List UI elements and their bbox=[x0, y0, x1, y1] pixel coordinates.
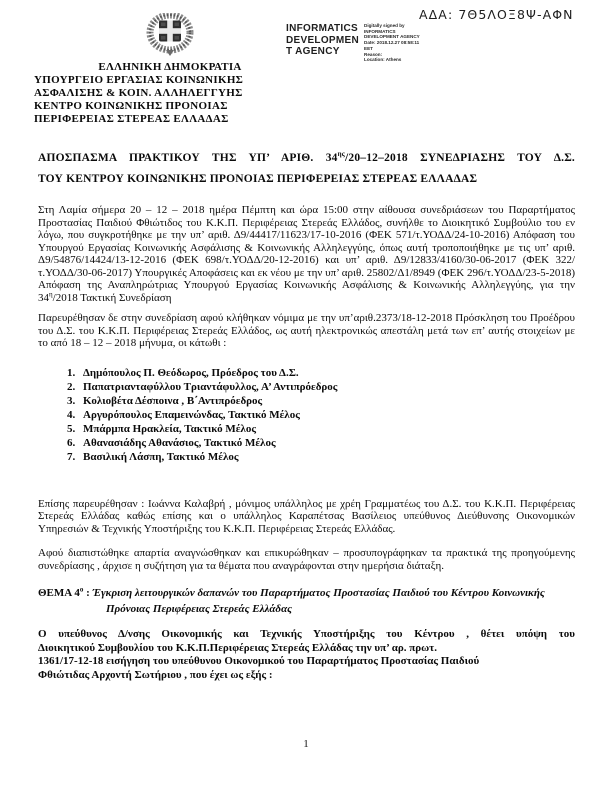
list-item bbox=[78, 394, 575, 408]
paragraph-line: Ο υπεύθυνος Δ/νσης Οικονομικής και Τεχνικής Υποστήριξης του Κέντρου , θέτει υπόψη του bbox=[38, 628, 575, 640]
paragraph-session-info bbox=[38, 204, 575, 304]
attendee-name: Αργυρόπουλος Επαμεινώνδας, Τακτικό Μέλος bbox=[83, 408, 300, 421]
title-superscript: ης bbox=[337, 150, 345, 159]
topic-heading bbox=[38, 585, 575, 617]
signature-agency-line: INFORMATICS bbox=[286, 23, 358, 34]
letterhead-line-region: ΠΕΡΙΦΕΡΕΙΑΣ ΣΤΕΡΕΑΣ ΕΛΛΑΔΑΣ bbox=[34, 113, 229, 125]
list-item bbox=[78, 422, 575, 436]
page-number: 1 bbox=[303, 738, 309, 750]
attendee-name: Αθανασιάδης Αθανάσιος, Τακτικό Μέλος bbox=[83, 436, 276, 449]
attendees-list bbox=[38, 366, 575, 464]
signature-agency-line: T AGENCY bbox=[286, 46, 340, 57]
topic-label-text: ΘΕΜΑ 4 bbox=[38, 587, 80, 599]
letterhead bbox=[34, 13, 306, 126]
signature-detail-line: DEVELOPMENT AGENCY bbox=[364, 34, 420, 40]
paragraph-text: /2018 Τακτική Συνεδρίαση bbox=[52, 291, 172, 304]
paragraph-line: 1361/17-12-18 εισήγηση του υπεύθυνου Οικονομικού του Παραρτήματος Προστασίας Παιδιού bbox=[38, 655, 480, 667]
signature-detail-line: Digitally signed by bbox=[364, 23, 405, 28]
paragraph-text: Στη Λαμία σήμερα 20 – 12 – 2018 ημέρα Πέμπτη και ώρα 15:00 στην αίθουσα συνεδριάσεων του Παραρτήματος Προστασίας Παιδιού Φθιώτιδος του Κ.Κ.Π. Περιφέρειας Στερεάς Ελλάδος, συνήλθε το Διοικητικό Συμβούλιο του εν λόγω, που συγκροτήθηκε με την υπ’ αριθ. Δ9/44417/11623/17-10-2016 (ΦΕΚ 571/τ.ΥΟΔΔ/24-10-2016) Απόφαση του Υπουργού Εργασίας Κοινωνικής Ασφάλισης & Κοινωνικής Αλληλεγγύης, όπως αυτή τροποποιήθηκε με τις υπ’ αριθ. Δ9/54876/14424/13-12-2016 (ΦΕΚ 698/τ.ΥΟΔΔ/20-12-2016) και υπ’ αριθ. Δ9/12833/4160/30-06-2017 (ΦΕΚ 322/τ.ΥΟΔΔ/30-06-2017) Υπουργικές Αποφάσεις και εκ νέου με την υπ’ αριθ. 25802/Δ1/8949 (ΦΕΚ 296/τ.ΥΟΔΔ/23-5-2018) Απόφαση της Αναπληρώτριας Υπουργού Εργασίας Κοινωνικής Ασφάλισης & Κοινωνικής Αλληλεγγύης, για την 34 bbox=[38, 204, 575, 304]
letterhead-line-center: ΚΕΝΤΡΟ ΚΟΙΝΩΝΙΚΗΣ ΠΡΟΝΟΙΑΣ bbox=[34, 100, 228, 112]
document-title bbox=[38, 148, 575, 190]
title-text: /20–12–2018 ΣΥΝΕΔΡΙΑΣΗΣ ΤΟΥ Δ.Σ. bbox=[344, 152, 575, 164]
signature-detail-line: Location: Athens bbox=[364, 57, 402, 63]
attendee-name: Βασιλική Λάσπη, Τακτικό Μέλος bbox=[83, 450, 239, 463]
paragraph-line: Φθιώτιδας Αρχοντή Σωτήριου , που έχει ως εξής : bbox=[38, 668, 273, 681]
paragraph-line: Διοικητικού Συμβουλίου του Κ.Κ.Π.Περιφέρειας Στερεάς Ελλάδας την υπ’ αρ. πρωτ. bbox=[38, 641, 437, 654]
signature-detail-line: EET bbox=[364, 45, 373, 51]
attendee-name: Παπατριανταφύλλου Τριαντάφυλλος, Α’ Αντιπρόεδρος bbox=[83, 380, 338, 393]
ada-code: ΑΔΑ: 7Θ5ΛΟΞ8Ψ-ΑΦΝ bbox=[419, 7, 574, 22]
signature-details bbox=[364, 23, 438, 63]
topic-label-colon: : bbox=[83, 587, 90, 599]
list-item bbox=[78, 436, 575, 450]
attendee-name: Δημόπουλος Π. Θεόδωρος, Πρόεδρος του Δ.Σ. bbox=[83, 366, 299, 379]
list-item bbox=[78, 366, 575, 380]
letterhead-line-ministry2: ΑΣΦΑΛΙΣΗΣ & ΚΟΙΝ. ΑΛΛΗΛΕΓΓΥΗΣ bbox=[34, 87, 243, 99]
letterhead-line-ministry: ΥΠΟΥΡΓΕΙΟ ΕΡΓΑΣΙΑΣ ΚΟΙΝΩΝΙΚΗΣ bbox=[34, 74, 244, 86]
signature-detail-line: Date: 2018.12.27 08:58:11 bbox=[364, 40, 420, 46]
topic-superscript: ο bbox=[79, 585, 84, 594]
greek-emblem-icon bbox=[146, 13, 194, 57]
topic-title: Έγκριση λειτουργικών δαπανών του Παραρτήματος Προστασίας Παιδιού του Κέντρου Κοινωνικής Πρόνοιας Περιφέρειας Στερεάς Ελλάδας bbox=[89, 587, 545, 615]
list-item bbox=[78, 450, 575, 464]
paragraph-convocation: Παρευρέθησαν δε στην συνεδρίαση αφού κλήθηκαν νόμιμα με την υπ’αριθ.2373/18-12-2018 Πρόσκληση του Προέδρου του Δ.Σ. του Κ.Κ.Π. Περιφέρειας Στερεάς Ελλάδος, ως αυτή ηλεκτρονικώς απεστάλη μετά των επ’ αυτής στοιχείων με το από 18 – 12 – 2018 μήνυμα, οι κάτωθι : bbox=[38, 312, 575, 349]
signature-detail-line: Reason: bbox=[364, 51, 383, 57]
title-text: ΑΠΟΣΠΑΣΜΑ ΠΡΑΚΤΙΚΟΥ ΤΗΣ ΥΠ’ ΑΡΙΘ. 34 bbox=[38, 152, 338, 164]
signature-agency-line: DEVELOPMEN bbox=[286, 34, 360, 46]
document-body bbox=[38, 148, 575, 682]
digital-signature-stamp bbox=[286, 23, 438, 63]
attendee-name: Κολιοβέτα Δέσποινα , Β΄Αντιπρόεδρος bbox=[83, 394, 263, 407]
ordinal-superscript: η bbox=[49, 289, 53, 298]
paragraph-introduction bbox=[38, 628, 575, 682]
letterhead-line-republic: ΕΛΛΗΝΙΚΗ ΔΗΜΟΚΡΑΤΙΑ bbox=[98, 61, 242, 73]
paragraph-quorum: Αφού διαπιστώθηκε απαρτία αναγνώσθηκαν και επικυρώθηκαν – προσυπογράφηκαν τα πρακτικά της προηγούμενης συνεδρίασης , άρχισε η συζήτηση για τα θέματα που αναγράφονται στην ημερήσια διάταξη. bbox=[38, 547, 575, 572]
title-line-2: ΤΟΥ ΚΕΝΤΡΟΥ ΚΟΙΝΩΝΙΚΗΣ ΠΡΟΝΟΙΑΣ ΠΕΡΙΦΕΡΕΙΑΣ ΣΤΕΡΕΑΣ ΕΛΛΑΔΑΣ bbox=[38, 173, 478, 185]
title-line-1 bbox=[38, 148, 575, 169]
paragraph-also-present: Επίσης παρευρέθησαν : Ιωάννα Καλαβρή , μόνιμος υπάλληλος με χρέη Γραμματέως του Δ.Σ. του Κ.Κ.Π. Περιφέρειας Στερεάς Ελλάδας καθώς επίσης και ο υπάλληλος Καραπέτσας Βασίλειος υπεύθυνος Διεύθυνσης Οικονομικών Υπηρεσιών & Τεχνικής Υποστήριξης του Κ.Κ.Π. Περιφέρειας Στερεάς Ελλάδας. bbox=[38, 497, 575, 535]
signature-detail-line: INFORMATICS bbox=[364, 28, 396, 34]
attendee-name: Μπάρμπα Ηρακλεία, Τακτικό Μέλος bbox=[83, 422, 256, 435]
topic-label bbox=[38, 587, 90, 599]
list-item bbox=[78, 380, 575, 394]
list-item bbox=[78, 408, 575, 422]
